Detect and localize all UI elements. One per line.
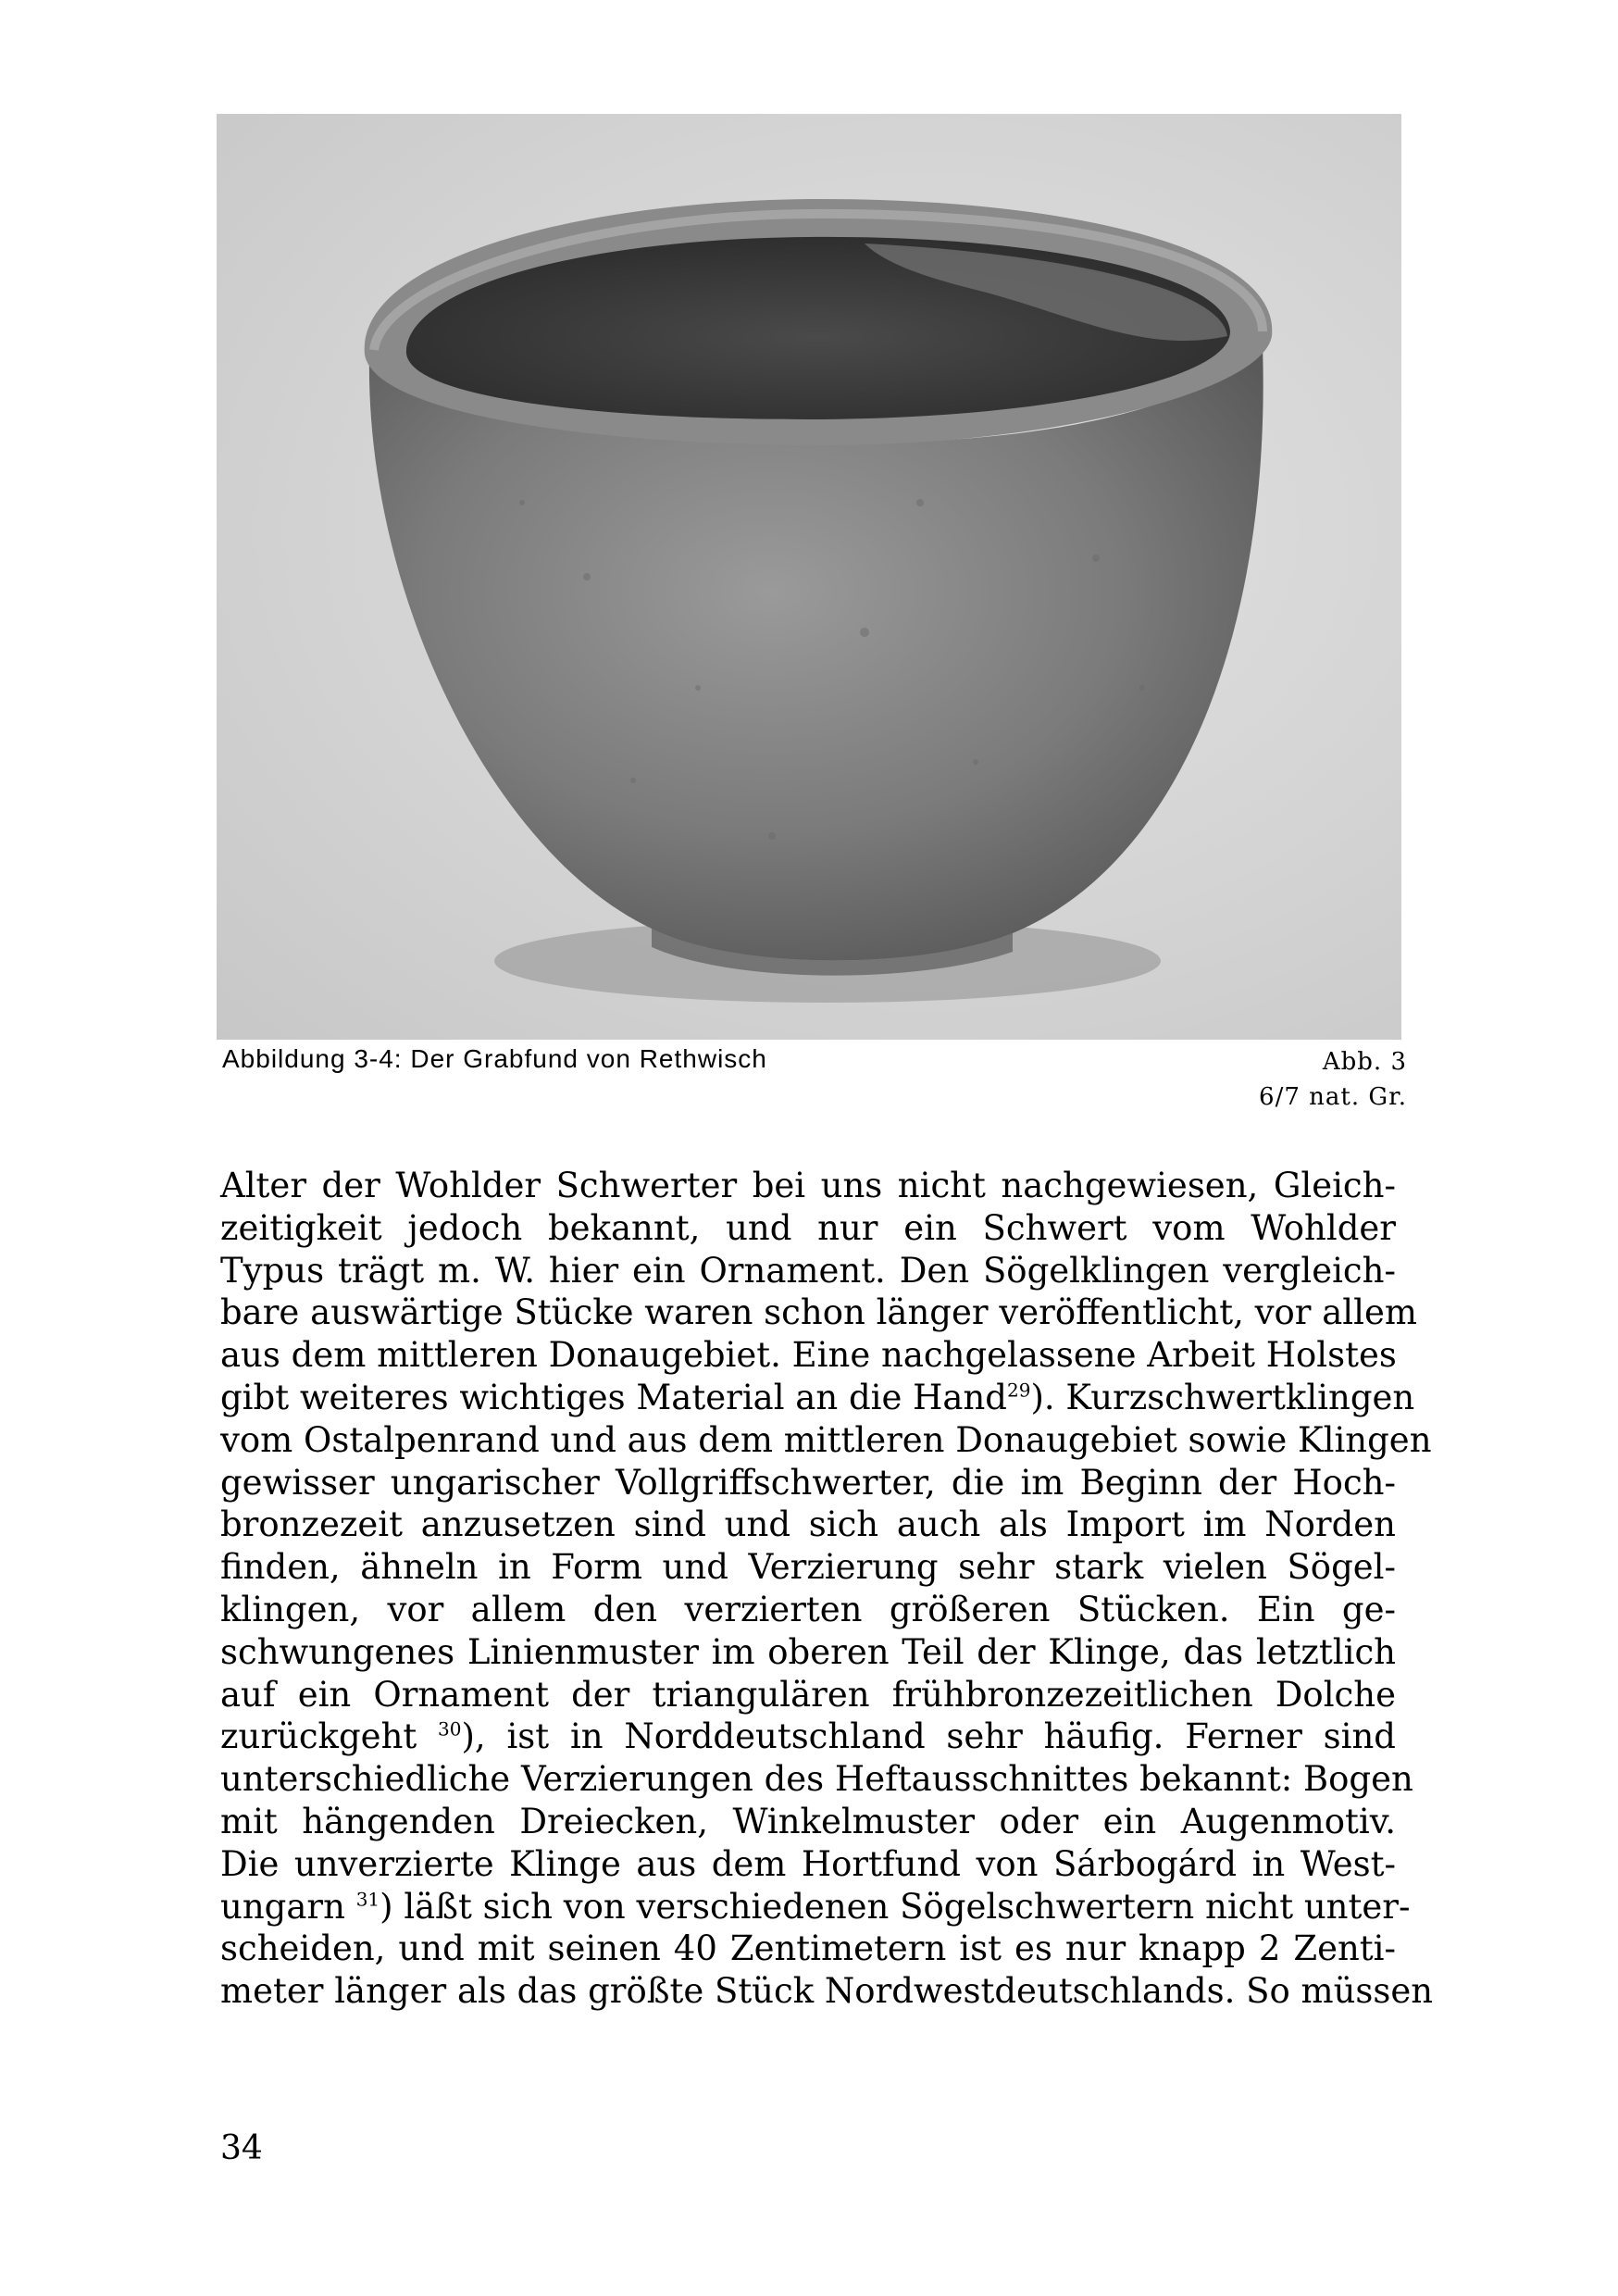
text-line: meter länger als das größte Stück Nordwestdeutschlands. So müssen [220,1971,1434,2012]
text-segment: ungarn [220,1886,345,1927]
footnote-ref-31: 31 [355,1888,380,1911]
text-line: schwungenes Linienmuster im oberen Teil der Klinge, das letztlich [220,1631,1396,1672]
text-line: finden, ähneln in Form und Verzierung sehr stark vielen Sögel- [220,1547,1396,1588]
figure-number: Abb. 3 [1322,1048,1407,1076]
text-line: mit hängenden Dreiecken, Winkelmuster oder ein Augenmotiv. [220,1801,1396,1841]
text-line: bronzezeit anzusetzen sind und sich auch als Import im Norden [220,1504,1396,1545]
text-line: gewisser ungarischer Vollgriffschwerter, die im Beginn der Hoch- [220,1462,1396,1503]
figure-caption: Abbildung 3-4: Der Grabfund von Rethwisch [222,1044,767,1073]
text-line: scheiden, und mit seinen 40 Zentimetern ist es nur knapp 2 Zenti- [220,1928,1396,1969]
page-number: 34 [220,2129,263,2167]
text-line: klingen, vor allem den verzierten größeren Stücken. Ein ge- [220,1589,1396,1629]
body-paragraph [220,1165,1434,2013]
footnote-ref-29: 29 [1006,1379,1031,1402]
text-line: Alter der Wohlder Schwerter bei uns nicht nachgewiesen, Gleich- [220,1166,1396,1205]
text-segment: ) läßt sich von verschiedenen Sögelschwertern nicht unter- [380,1886,1411,1927]
footnote-ref-30: 30 [438,1718,462,1741]
text-segment: zurückgeht [220,1716,417,1757]
text-line: unterschiedliche Verzierungen des Heftausschnittes bekannt: Bogen [220,1759,1413,1800]
text-line [220,1886,1411,1928]
text-line [220,1716,1396,1758]
stone-bowl-photo [217,114,1401,1040]
figure-scale-note [1203,1044,1407,1115]
text-line: aus dem mittleren Donaugebiet. Eine nachgelassene Arbeit Holstes [220,1335,1397,1376]
text-line: Typus trägt m. W. hier ein Ornament. Den Sögelklingen vergleich- [220,1250,1396,1291]
text-line: Die unverzierte Klinge aus dem Hortfund von Sárbogárd in West- [220,1843,1396,1884]
text-line: vom Ostalpenrand und aus dem mittleren Donaugebiet sowie Klingen [220,1419,1432,1460]
text-line: zeitigkeit jedoch bekannt, und nur ein Schwert vom Wohlder [220,1207,1396,1248]
figure-scale: 6/7 nat. Gr. [1259,1083,1407,1111]
text-line: auf ein Ornament der triangulären frühbronzezeitlichen Dolche [220,1674,1396,1715]
stone-bowl-photograph-icon [217,114,1401,1040]
text-line [220,1377,1415,1419]
text-segment: ), ist in Norddeutschland sehr häufig. Ferner sind [461,1716,1396,1757]
text-segment: gibt weiteres wichtiges Material an die Hand [220,1377,1007,1417]
text-segment: ). Kurzschwertklingen [1030,1377,1415,1417]
text-line: bare auswärtige Stücke waren schon länger veröffentlicht, vor allem [220,1292,1417,1333]
